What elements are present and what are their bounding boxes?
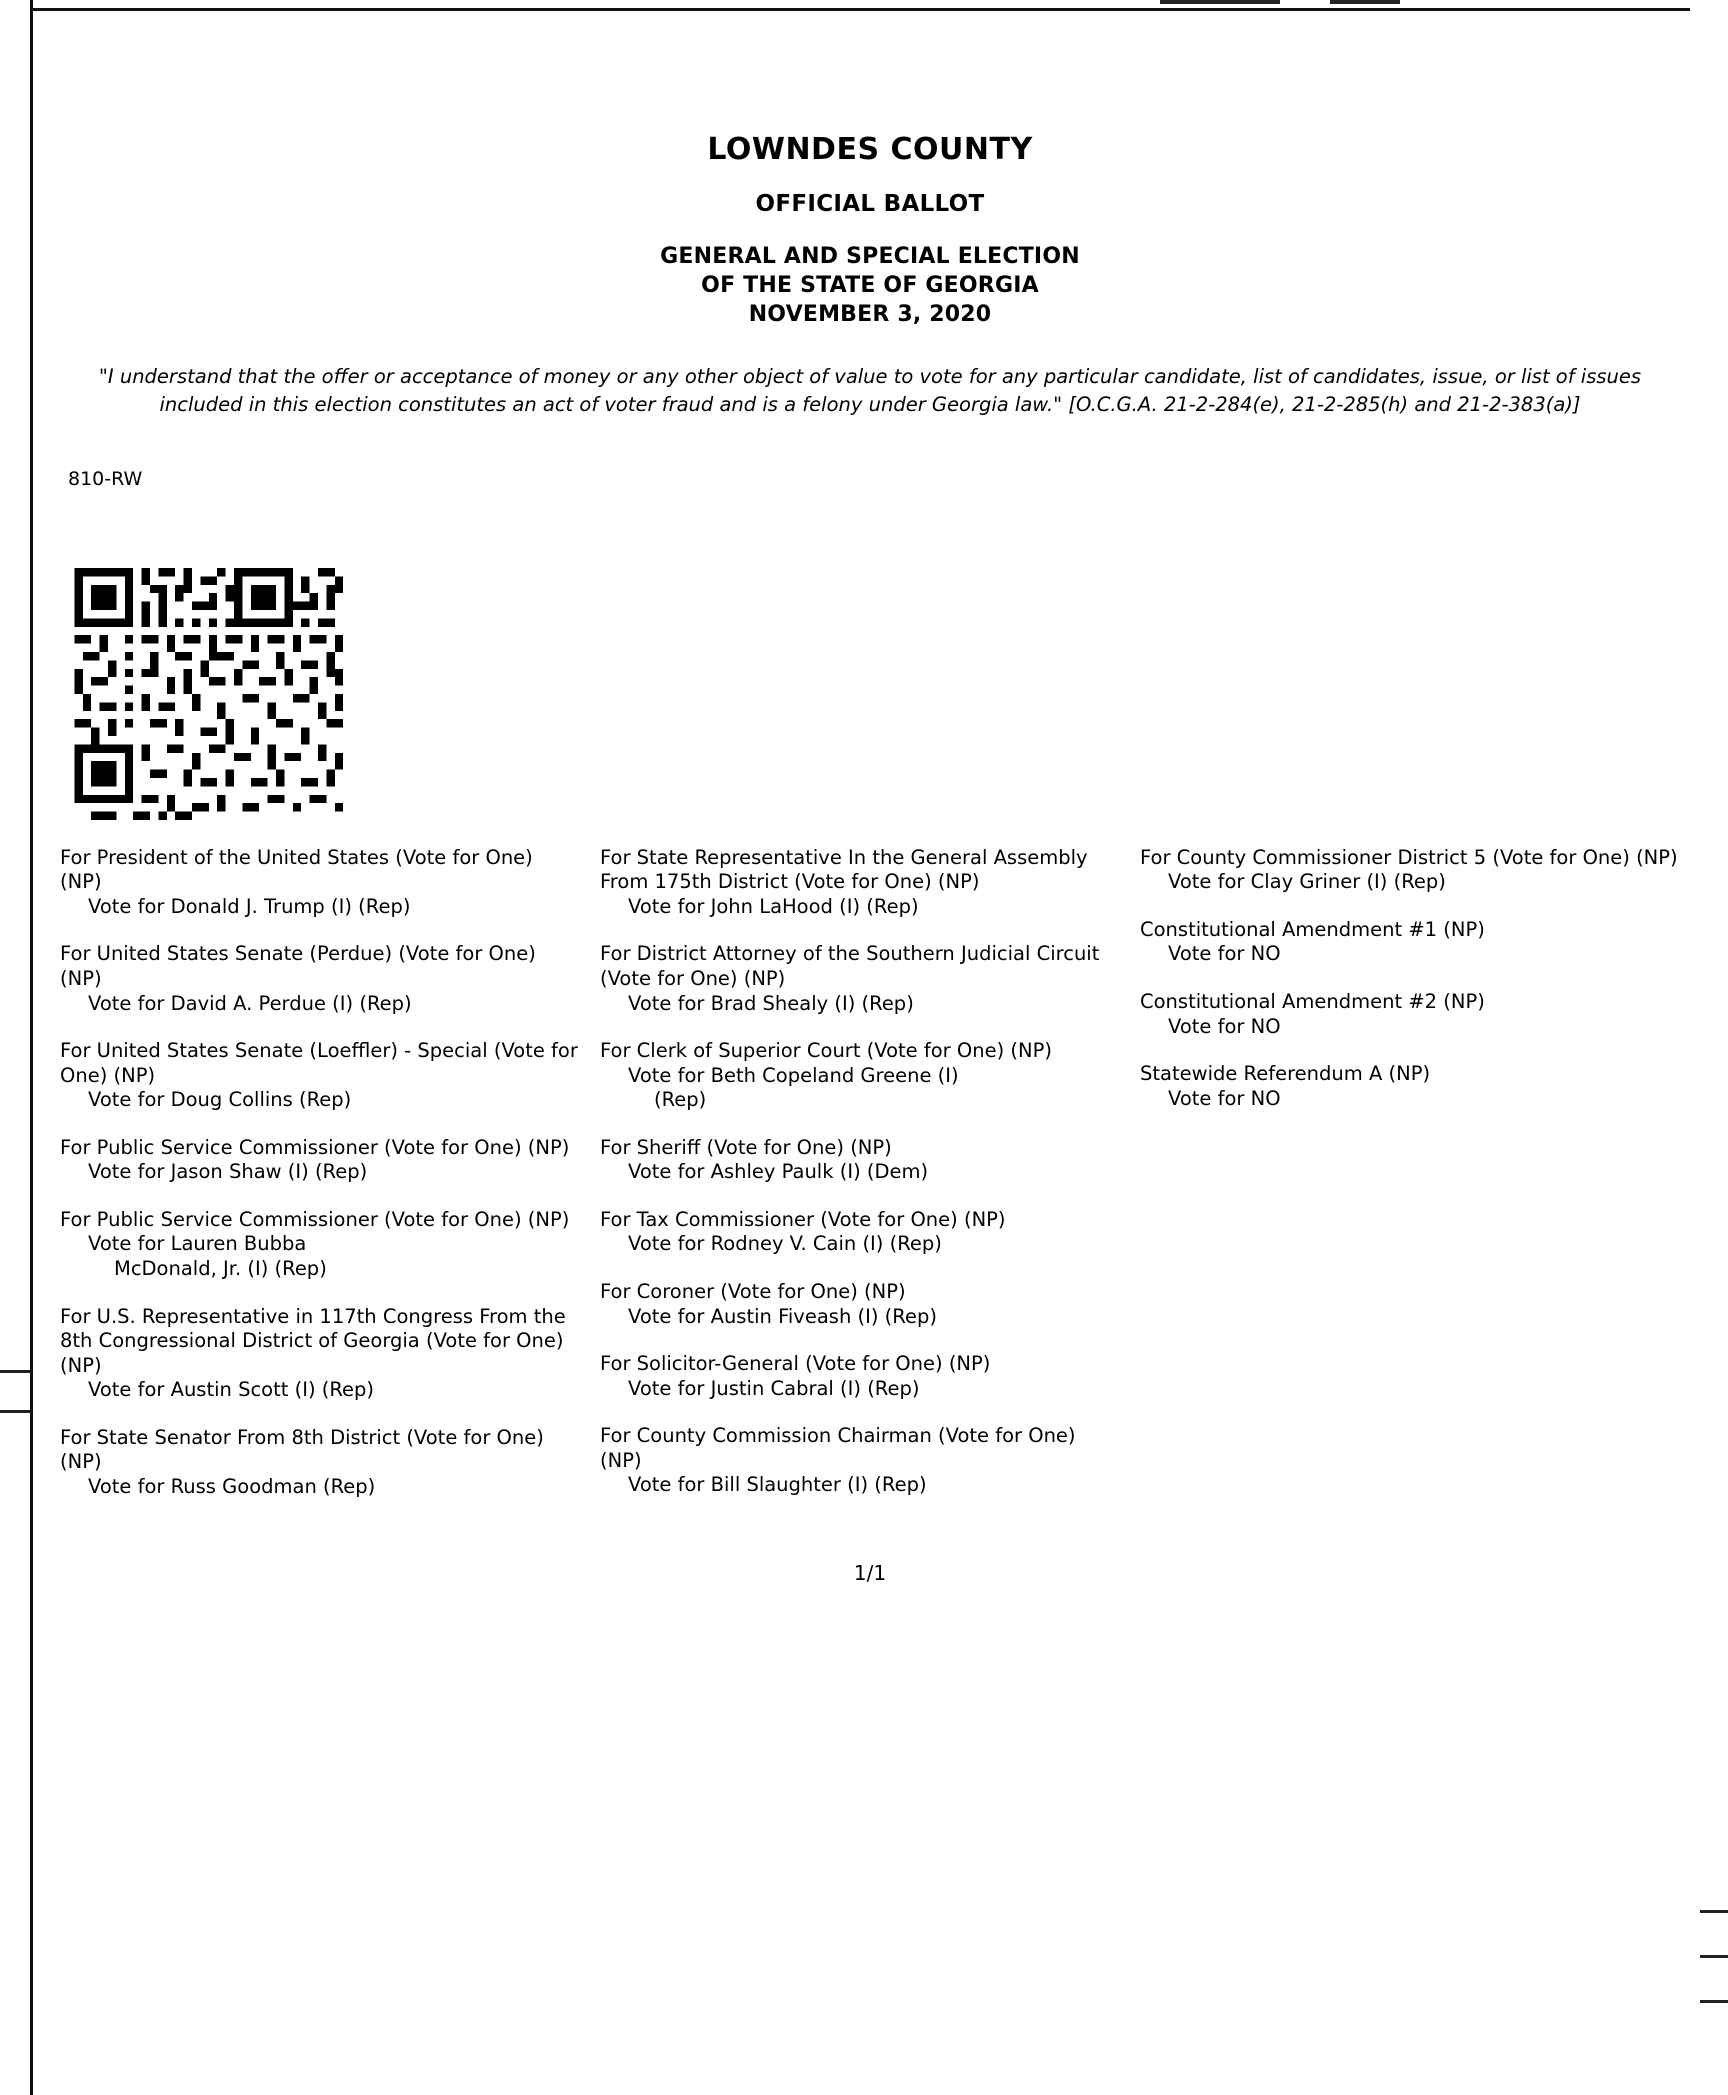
- contest-title: For Sheriff (Vote for One) (NP): [600, 1135, 892, 1159]
- contest-statewide-referendum-a: [1140, 1062, 1680, 1111]
- election-title-line-2: OF THE STATE OF GEORGIA: [701, 273, 1039, 299]
- contest-choice-continued: (Rep): [654, 1088, 707, 1112]
- contest-columns: [60, 846, 1680, 1523]
- contest-title: For County Commissioner District 5 (Vote for One) (NP): [1140, 845, 1678, 869]
- contest-public-service-commissioner-2: [60, 1208, 578, 1282]
- contest-district-attorney: [600, 942, 1118, 1016]
- column-3: [1140, 846, 1680, 1135]
- contest-coroner: [600, 1280, 1118, 1329]
- contest-title: For President of the United States (Vote for One) (NP): [60, 845, 533, 894]
- contest-title: For Tax Commissioner (Vote for One) (NP): [600, 1207, 1006, 1231]
- scan-tick: [0, 1410, 30, 1413]
- contest-title: Constitutional Amendment #1 (NP): [1140, 917, 1485, 941]
- contest-us-senate-perdue: [60, 942, 578, 1016]
- contest-choice: Vote for NO: [1168, 1014, 1281, 1038]
- contest-choice: Vote for Ashley Paulk (I) (Dem): [628, 1160, 929, 1184]
- contest-choice: Vote for Rodney V. Cain (I) (Rep): [628, 1232, 942, 1256]
- contest-title: For Public Service Commissioner (Vote for One) (NP): [60, 1207, 570, 1231]
- contest-title: For U.S. Representative in 117th Congress From the 8th Congressional District of Georgia (Vote for One) (NP): [60, 1304, 566, 1377]
- contest-solicitor-general: [600, 1352, 1118, 1401]
- contest-choice: Vote for Austin Fiveash (I) (Rep): [628, 1304, 937, 1328]
- column-2: [600, 846, 1140, 1521]
- election-title-line-1: GENERAL AND SPECIAL ELECTION: [660, 243, 1080, 269]
- scan-tick: [1700, 1955, 1728, 1958]
- contest-choice: Vote for Clay Griner (I) (Rep): [1168, 870, 1446, 894]
- contest-title: For United States Senate (Loeffler) - Special (Vote for One) (NP): [60, 1039, 578, 1087]
- contest-clerk-of-superior-court: [600, 1039, 1118, 1113]
- contest-state-senator-8th: [60, 1426, 578, 1500]
- contest-public-service-commissioner-1: [60, 1136, 578, 1185]
- contest-constitutional-amendment-1: [1140, 918, 1680, 967]
- election-date: NOVEMBER 3, 2020: [748, 302, 992, 328]
- contest-choice: Vote for Justin Cabral (I) (Rep): [628, 1376, 920, 1400]
- contest-choice: Vote for NO: [1168, 1086, 1281, 1110]
- scan-tick: [1160, 0, 1280, 4]
- contest-county-commissioner-district-5: [1140, 846, 1680, 895]
- ballot-header: [60, 130, 1680, 329]
- contest-title: For State Senator From 8th District (Vote for One) (NP): [60, 1425, 544, 1474]
- contest-title: For County Commission Chairman (Vote for One) (NP): [600, 1424, 1076, 1472]
- county-title: LOWNDES COUNTY: [707, 132, 1033, 167]
- scan-edge-artifact-top: [30, 8, 1690, 11]
- contest-choice: Vote for Brad Shealy (I) (Rep): [628, 991, 914, 1015]
- page-number: 1/1: [853, 1560, 887, 1585]
- contest-title: For District Attorney of the Southern Judicial Circuit (Vote for One) (NP): [600, 942, 1100, 990]
- official-ballot-title: OFFICIAL BALLOT: [755, 190, 985, 217]
- contest-choice: Vote for John LaHood (I) (Rep): [628, 894, 919, 918]
- ballot-style-id: 810-RW: [68, 467, 143, 490]
- voter-oath-text: "I understand that the offer or acceptance of money or any other object of value to vote for any particular candidate, list of candidates, issue, or list of issues included in this election constitutes an act of voter fraud and is a felony under Georgia law." [O.C.G.A. 21-2-284(e), 21-2-285(h) and 21-2-383(a)]: [98, 365, 1642, 417]
- contest-choice: Vote for Austin Scott (I) (Rep): [88, 1378, 375, 1402]
- scan-tick: [1700, 1910, 1728, 1913]
- contest-title: For Solicitor-General (Vote for One) (NP): [600, 1352, 991, 1376]
- scan-tick: [0, 1370, 30, 1373]
- contest-state-representative-175th: [600, 846, 1118, 920]
- column-1: [60, 846, 600, 1523]
- contest-tax-commissioner: [600, 1208, 1118, 1257]
- contest-choice: Vote for Lauren Bubba: [88, 1232, 307, 1256]
- contest-choice: Vote for Beth Copeland Greene (I): [628, 1063, 959, 1087]
- contest-choice: Vote for Donald J. Trump (I) (Rep): [88, 894, 411, 918]
- contest-title: For Public Service Commissioner (Vote for One) (NP): [60, 1135, 570, 1159]
- contest-title: For Clerk of Superior Court (Vote for One) (NP): [600, 1039, 1052, 1063]
- contest-choice: Vote for NO: [1168, 942, 1281, 966]
- scan-edge-artifact: [30, 0, 33, 2095]
- contest-title: For State Representative In the General Assembly From 175th District (Vote for One) (NP): [600, 845, 1088, 894]
- contest-choice: Vote for Russ Goodman (Rep): [88, 1474, 376, 1498]
- contest-choice: Vote for Jason Shaw (I) (Rep): [88, 1160, 368, 1184]
- contest-us-senate-loeffler-special: [60, 1039, 578, 1113]
- contest-us-representative-8th: [60, 1305, 578, 1403]
- contest-president: [60, 846, 578, 920]
- contest-choice-continued: McDonald, Jr. (I) (Rep): [114, 1257, 327, 1280]
- contest-title: Statewide Referendum A (NP): [1140, 1062, 1431, 1086]
- contest-sheriff: [600, 1136, 1118, 1185]
- contest-constitutional-amendment-2: [1140, 990, 1680, 1039]
- contest-choice: Vote for Doug Collins (Rep): [88, 1088, 352, 1112]
- qr-code: [74, 568, 352, 820]
- contest-county-commission-chairman: [600, 1424, 1118, 1498]
- contest-title: Constitutional Amendment #2 (NP): [1140, 989, 1485, 1013]
- contest-title: For Coroner (Vote for One) (NP): [600, 1280, 906, 1303]
- contest-choice: Vote for Bill Slaughter (I) (Rep): [628, 1473, 927, 1497]
- contest-title: For United States Senate (Perdue) (Vote for One) (NP): [60, 942, 536, 990]
- scan-tick: [1700, 2000, 1728, 2003]
- qr-code-icon: [74, 568, 352, 820]
- contest-choice: Vote for David A. Perdue (I) (Rep): [88, 991, 412, 1015]
- scan-tick: [1330, 0, 1400, 4]
